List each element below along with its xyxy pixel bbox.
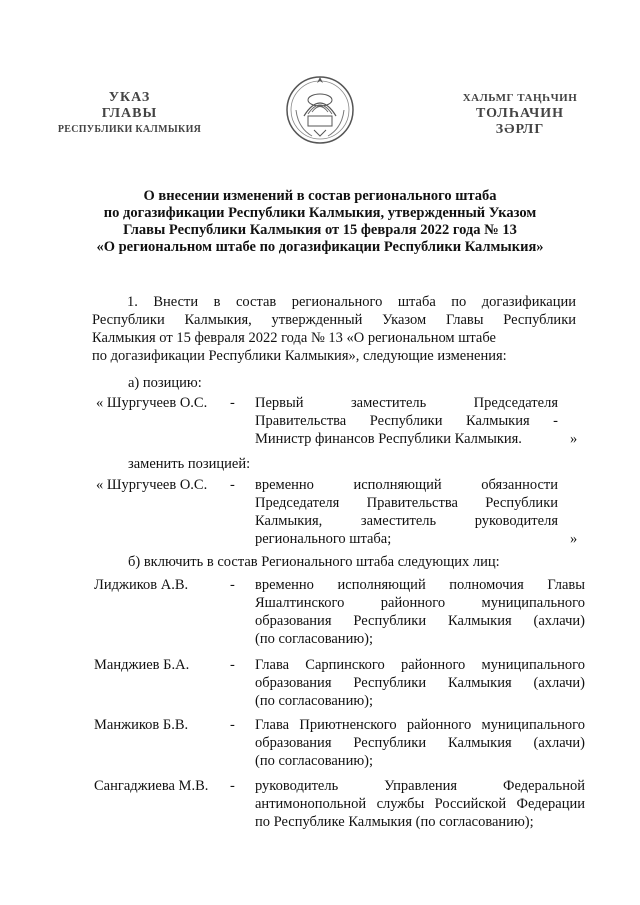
title-line: О внесении изменений в состав регионального штаба	[143, 188, 497, 204]
member-row	[0, 716, 640, 774]
desc-line: образования Республики Калмыкия (ахлачи)	[255, 735, 585, 751]
member-desc	[255, 576, 585, 648]
item-a-label: а) позицию:	[128, 375, 202, 391]
desc-line: (по согласованию);	[255, 631, 374, 647]
desc-line: Яшалтинского районного муниципального	[255, 595, 585, 611]
header-right-line3: ЗӘРЛГ	[495, 122, 545, 137]
member-name: Лиджиков А.В.	[94, 577, 189, 593]
desc-line: Правительства Республики Калмыкия -	[255, 413, 558, 429]
replace-with-label: заменить позицией:	[128, 456, 251, 472]
desc-line: временно исполняющий обязанности	[255, 477, 558, 493]
desc-line: (по согласованию);	[255, 693, 374, 709]
header-left-block	[52, 90, 207, 138]
desc-line: образования Республики Калмыкия (ахлачи)	[255, 613, 585, 629]
paragraph-line: Калмыкия от 15 февраля 2022 года № 13 «О региональном штабе	[92, 330, 496, 346]
paragraph-line: 1. Внести в состав регионального штаба по догазификации	[127, 294, 576, 310]
old-position-dash: -	[230, 395, 235, 411]
desc-line: временно исполняющий полномочия Главы	[255, 577, 585, 593]
desc-line: Первый заместитель Председателя	[255, 395, 558, 411]
member-desc	[255, 777, 585, 831]
desc-line: Министр финансов Республики Калмыкия.	[255, 431, 522, 447]
paragraph-line: Республики Калмыкия, утвержденный Указом Главы Республики	[92, 312, 576, 328]
header-left-line2: ГЛАВЫ	[101, 106, 158, 121]
new-position-row	[0, 476, 640, 552]
header-right-line2: ТОЛҺАЧИН	[475, 106, 565, 121]
member-row	[0, 576, 640, 652]
member-dash: -	[230, 778, 235, 794]
member-dash: -	[230, 717, 235, 733]
desc-line: Глава Приютненского районного муниципального	[255, 717, 585, 733]
paragraph-line: по догазификации Республики Калмыкия», следующие изменения:	[92, 348, 507, 364]
member-name: Манджиев Б.А.	[94, 657, 190, 673]
member-dash: -	[230, 657, 235, 673]
document-title	[60, 188, 580, 256]
paragraph-1	[92, 293, 576, 365]
desc-line: регионального штаба;	[255, 531, 392, 547]
member-dash: -	[230, 577, 235, 593]
kalmykia-coat-of-arms-icon	[282, 70, 358, 146]
member-desc	[255, 716, 585, 770]
title-line: Главы Республики Калмыкия от 15 февраля 2022 года № 13	[123, 222, 517, 238]
header-left-line1: УКАЗ	[108, 90, 151, 105]
new-position-close-quote: »	[570, 531, 578, 547]
item-b-label: б) включить в состав Регионального штаба следующих лиц:	[128, 554, 500, 570]
desc-line: Калмыкия, заместитель руководителя	[255, 513, 558, 529]
new-position-dash: -	[230, 477, 235, 493]
header-left-line3: РЕСПУБЛИКИ КАЛМЫКИЯ	[57, 124, 202, 135]
desc-line: руководитель Управления Федеральной	[255, 778, 585, 794]
header-right-block	[440, 90, 600, 138]
member-row	[0, 656, 640, 714]
title-line: «О региональном штабе по догазификации Республики Калмыкия»	[96, 239, 544, 255]
desc-line: образования Республики Калмыкия (ахлачи)	[255, 675, 585, 691]
member-row	[0, 777, 640, 835]
member-name: Сангаджиева М.В.	[94, 778, 209, 794]
desc-line: (по согласованию);	[255, 753, 374, 769]
old-position-name: « Шургучеев О.С.	[96, 395, 208, 411]
desc-line: Председателя Правительства Республики	[255, 495, 558, 511]
header-right-line1: ХАЛЬМГ ТАҢҺЧИН	[462, 92, 578, 104]
new-position-name: « Шургучеев О.С.	[96, 477, 208, 493]
old-position-close-quote: »	[570, 431, 578, 447]
desc-line: Глава Сарпинского районного муниципального	[255, 657, 585, 673]
member-name: Манжиков Б.В.	[94, 717, 189, 733]
desc-line: антимонопольной службы Российской Федерации	[255, 796, 585, 812]
old-position-row	[0, 394, 640, 454]
title-line: по догазификации Республики Калмыкия, утвержденный Указом	[103, 205, 537, 221]
old-position-desc	[255, 394, 558, 448]
member-desc	[255, 656, 585, 710]
new-position-desc	[255, 476, 558, 548]
desc-line: по Республике Калмыкия (по согласованию);	[255, 814, 534, 830]
